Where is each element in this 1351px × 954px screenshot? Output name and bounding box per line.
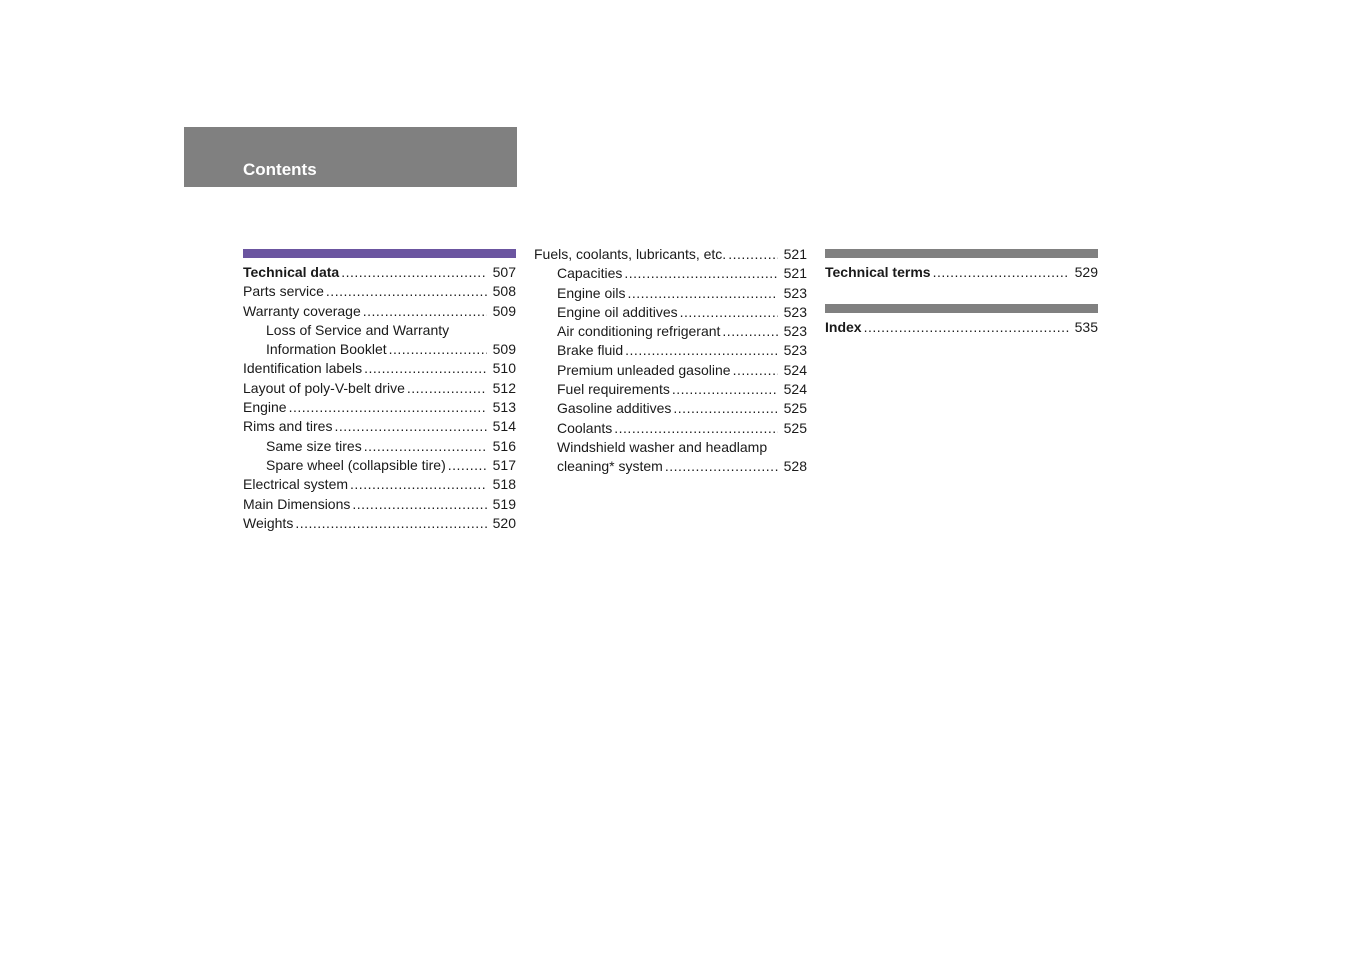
toc-entry-engine-oil-additives[interactable]: Engine oil additives ..... 523 (534, 303, 807, 322)
toc-entry-fuel-requirements[interactable]: Fuel requirements ..... 524 (534, 380, 807, 399)
page-title: Contents (243, 160, 317, 179)
toc-entry-technical-data[interactable]: Technical data ..... 507 (243, 263, 516, 282)
contents-header-bar (184, 127, 517, 187)
toc-entry-brake-fluid[interactable]: Brake fluid ..... 523 (534, 341, 807, 360)
toc-column-1 (243, 245, 516, 533)
toc-entry-engine-oils[interactable]: Engine oils ..... 523 (534, 284, 807, 303)
toc-entry-capacities[interactable]: Capacities ..... 521 (534, 264, 807, 283)
toc-entry-parts-service[interactable]: Parts service ..... 508 (243, 282, 516, 301)
toc-entry-coolants[interactable]: Coolants ..... 525 (534, 419, 807, 438)
toc-entry-fuels-coolants[interactable]: Fuels, coolants, lubricants, etc. ..... 521 (534, 245, 807, 264)
toc-entry-main-dimensions[interactable]: Main Dimensions ..... 519 (243, 495, 516, 514)
toc-entry-loss-of-service-line2[interactable]: Information Booklet ..... 509 (243, 340, 516, 359)
toc-entry-poly-v-belt[interactable]: Layout of poly-V-belt drive ..... 512 (243, 379, 516, 398)
section-bar-gray (825, 249, 1098, 258)
toc-entry-gasoline-additives[interactable]: Gasoline additives ..... 525 (534, 399, 807, 418)
toc-entry-premium-unleaded[interactable]: Premium unleaded gasoline ..... 524 (534, 361, 807, 380)
toc-entry-engine[interactable]: Engine ..... 513 (243, 398, 516, 417)
toc-entry-loss-of-service-line1[interactable]: Loss of Service and Warranty (266, 321, 450, 338)
toc-entry-spare-wheel[interactable]: Spare wheel (collapsible tire) ..... 517 (243, 456, 516, 475)
toc-entry-rims-and-tires[interactable]: Rims and tires ..... 514 (243, 417, 516, 436)
section-bar-purple (243, 249, 516, 258)
toc-entry-weights[interactable]: Weights ..... 520 (243, 514, 516, 533)
toc-entry-ac-refrigerant[interactable]: Air conditioning refrigerant ..... 523 (534, 322, 807, 341)
toc-column-2 (534, 245, 807, 477)
toc-entry-identification-labels[interactable]: Identification labels ..... 510 (243, 359, 516, 378)
toc-entry-same-size-tires[interactable]: Same size tires ..... 516 (243, 437, 516, 456)
toc-entry-warranty-coverage[interactable]: Warranty coverage ..... 509 (243, 302, 516, 321)
toc-entry-electrical-system[interactable]: Electrical system ..... 518 (243, 475, 516, 494)
toc-column-3 (825, 245, 1098, 338)
toc-entry-windshield-line1[interactable]: Windshield washer and headlamp (557, 438, 768, 455)
section-bar-gray (825, 304, 1098, 313)
toc-entry-index[interactable]: Index ..... 535 (825, 318, 1098, 337)
toc-entry-windshield-line2[interactable]: cleaning* system ..... 528 (534, 457, 807, 476)
toc-entry-technical-terms[interactable]: Technical terms ..... 529 (825, 263, 1098, 282)
